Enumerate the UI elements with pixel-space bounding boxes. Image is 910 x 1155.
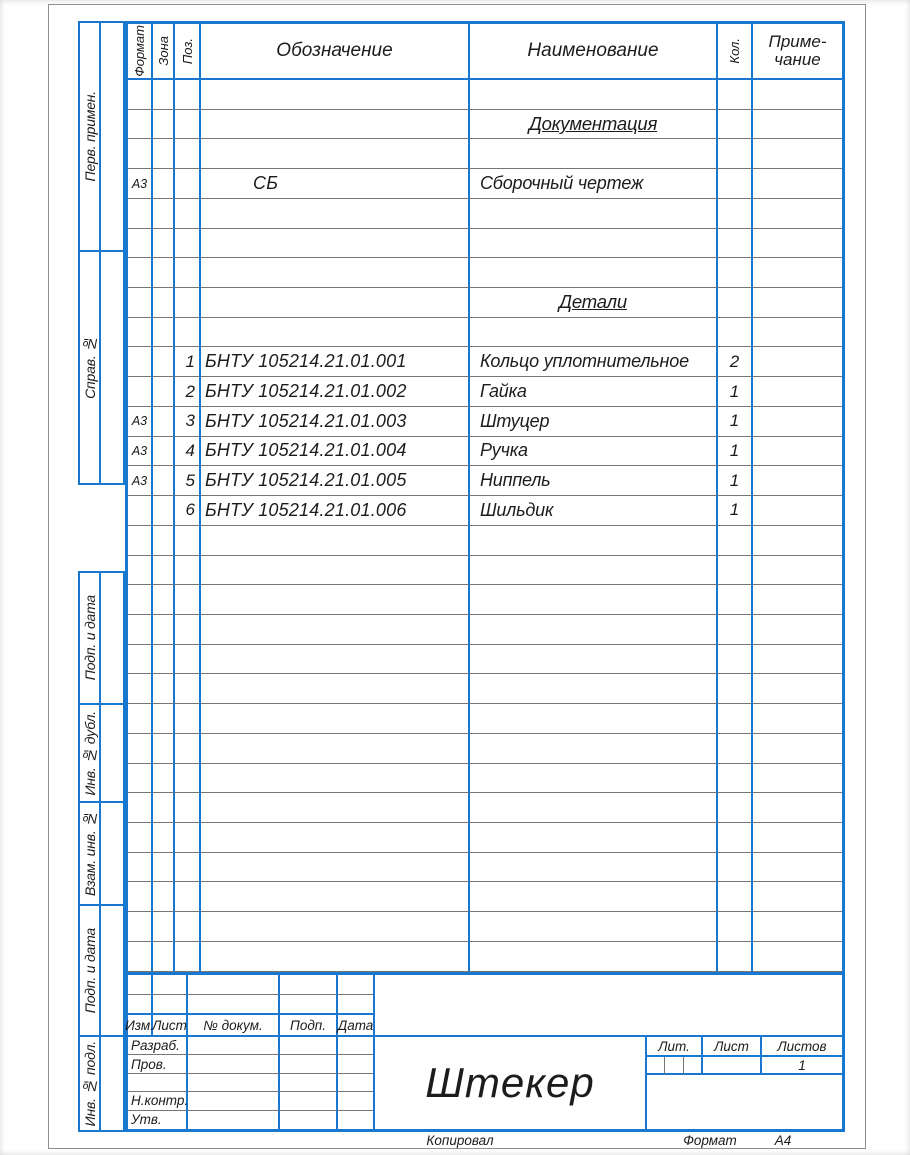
spec-cell-p xyxy=(175,110,201,140)
spec-cell-f xyxy=(128,645,153,675)
spec-cell-f xyxy=(128,110,153,140)
vertical-label: Инв. № подл. xyxy=(81,1040,98,1127)
spec-cell-n xyxy=(470,645,718,675)
spec-cell-q xyxy=(718,942,753,972)
spec-cell-p: 2 xyxy=(175,377,201,407)
spec-cell-p xyxy=(175,793,201,823)
spec-cell-nt xyxy=(753,853,842,883)
spec-cell-p xyxy=(175,199,201,229)
spec-cell-n: Кольцо уплотнительное xyxy=(470,347,718,377)
spec-cell-n xyxy=(470,674,718,704)
spec-cell-z xyxy=(153,942,175,972)
spec-cell-d: БНТУ 105214.21.01.005 xyxy=(201,466,470,496)
side-strip-section-inv-dubl xyxy=(78,703,125,803)
spec-cell-q xyxy=(718,526,753,556)
vertical-label-box xyxy=(80,705,101,801)
side-strip-section-sprav-no xyxy=(78,250,125,485)
spec-cell-d xyxy=(201,80,470,110)
revision-empty-row xyxy=(128,975,373,995)
spec-cell-z xyxy=(153,199,175,229)
sheets-value: 1 xyxy=(762,1057,842,1075)
spec-cell-z xyxy=(153,80,175,110)
spec-cell-q xyxy=(718,645,753,675)
vertical-label-box xyxy=(80,1037,101,1130)
spec-cell-z xyxy=(153,496,175,526)
spec-cell-f xyxy=(128,764,153,794)
title-block-right xyxy=(647,1037,845,1132)
spec-cell-nt xyxy=(753,793,842,823)
spec-cell-z xyxy=(153,258,175,288)
spec-cell-nt xyxy=(753,882,842,912)
vertical-label: Справ. № xyxy=(81,336,98,399)
spec-cell-n xyxy=(470,80,718,110)
spec-cell-f xyxy=(128,734,153,764)
revision-header-izm: Изм. xyxy=(128,1015,153,1035)
spec-cell-p xyxy=(175,704,201,734)
spec-cell-z xyxy=(153,823,175,853)
spec-cell-z xyxy=(153,704,175,734)
spec-cell-n: Сборочный чертеж xyxy=(470,169,718,199)
spec-cell-p: 6 xyxy=(175,496,201,526)
spec-cell-nt xyxy=(753,556,842,586)
lit-label: Лит. xyxy=(647,1037,703,1057)
spec-cell-f: А3 xyxy=(128,437,153,467)
spec-cell-p xyxy=(175,674,201,704)
revision-header-row xyxy=(125,1015,374,1035)
side-strip-section-perv-primen xyxy=(78,21,125,252)
spec-cell-z xyxy=(153,645,175,675)
lit-list-listov-header xyxy=(647,1037,842,1057)
spec-cell-q xyxy=(718,912,753,942)
spec-cell-f xyxy=(128,882,153,912)
spec-cell-z xyxy=(153,318,175,348)
spec-cell-d xyxy=(201,288,470,318)
role-label xyxy=(128,1074,188,1092)
spec-cell-z xyxy=(153,526,175,556)
spec-cell-n: Ручка xyxy=(470,437,718,467)
spec-cell-n xyxy=(470,229,718,259)
spec-cell-n xyxy=(470,853,718,883)
spec-cell-n: Документация xyxy=(470,110,718,140)
spec-cell-q: 1 xyxy=(718,407,753,437)
spec-cell-p xyxy=(175,288,201,318)
spec-cell-q: 1 xyxy=(718,466,753,496)
spec-cell-n: Шильдик xyxy=(470,496,718,526)
doc-title: Штекер xyxy=(425,1059,595,1106)
spec-cell-q xyxy=(718,615,753,645)
spec-cell-q xyxy=(718,882,753,912)
spec-cell-d xyxy=(201,258,470,288)
spec-cell-p: 5 xyxy=(175,466,201,496)
spec-cell-f xyxy=(128,288,153,318)
spec-cell-z xyxy=(153,615,175,645)
spec-cell-z xyxy=(153,288,175,318)
spec-cell-z xyxy=(153,912,175,942)
spec-cell-q xyxy=(718,823,753,853)
spec-table xyxy=(125,21,845,975)
spec-cell-nt xyxy=(753,734,842,764)
spec-cell-d xyxy=(201,912,470,942)
spec-cell-nt xyxy=(753,764,842,794)
spec-cell-q xyxy=(718,318,753,348)
spec-cell-n: Детали xyxy=(470,288,718,318)
spec-cell-n xyxy=(470,199,718,229)
header-format: Формат xyxy=(128,24,153,78)
header-zone: Зона xyxy=(153,24,175,78)
spec-cell-nt xyxy=(753,496,842,526)
spec-cell-d xyxy=(201,556,470,586)
header-poz: Поз. xyxy=(175,24,201,78)
spec-cell-d xyxy=(201,645,470,675)
revision-empty-row xyxy=(128,995,373,1015)
spec-cell-z xyxy=(153,139,175,169)
spec-cell-p xyxy=(175,823,201,853)
header-qty: Кол. xyxy=(718,24,753,78)
spec-cell-nt xyxy=(753,258,842,288)
spec-cell-q xyxy=(718,556,753,586)
spec-cell-nt xyxy=(753,615,842,645)
title-block-roles xyxy=(125,1037,375,1132)
vertical-label: Взам. инв. № xyxy=(81,810,98,897)
format-label: Формат xyxy=(683,1133,737,1148)
spec-cell-n: Ниппель xyxy=(470,466,718,496)
role-row xyxy=(128,1055,373,1073)
lit-list-listov-values xyxy=(647,1057,842,1075)
spec-cell-nt xyxy=(753,912,842,942)
spec-cell-f xyxy=(128,615,153,645)
revision-header-list: Лист xyxy=(153,1015,188,1035)
role-row xyxy=(128,1092,373,1110)
side-strip-section-podp-data-1 xyxy=(78,571,125,705)
spec-cell-nt xyxy=(753,229,842,259)
spec-cell-n xyxy=(470,704,718,734)
vertical-label-box xyxy=(80,23,101,250)
spec-cell-nt xyxy=(753,139,842,169)
spec-cell-p xyxy=(175,912,201,942)
spec-cell-q xyxy=(718,704,753,734)
spec-cell-p xyxy=(175,853,201,883)
spec-cell-n xyxy=(470,942,718,972)
spec-cell-n: Штуцер xyxy=(470,407,718,437)
spec-cell-nt xyxy=(753,199,842,229)
spec-cell-q xyxy=(718,199,753,229)
spec-cell-p xyxy=(175,556,201,586)
spec-cell-q xyxy=(718,853,753,883)
spec-cell-nt xyxy=(753,437,842,467)
spec-cell-p xyxy=(175,169,201,199)
spec-cell-nt xyxy=(753,942,842,972)
spec-cell-d: БНТУ 105214.21.01.003 xyxy=(201,407,470,437)
spec-cell-p xyxy=(175,734,201,764)
spec-cell-nt xyxy=(753,110,842,140)
spec-cell-z xyxy=(153,229,175,259)
spec-cell-d xyxy=(201,585,470,615)
spec-cell-p xyxy=(175,882,201,912)
spec-cell-q xyxy=(718,258,753,288)
vertical-label-box xyxy=(80,252,101,483)
spec-cell-q xyxy=(718,734,753,764)
sheets-label: Листов xyxy=(762,1037,842,1057)
spec-cell-q: 1 xyxy=(718,437,753,467)
role-row xyxy=(128,1074,373,1092)
vertical-label: Подп. и дата xyxy=(81,595,98,681)
spec-cell-p xyxy=(175,942,201,972)
role-label: Пров. xyxy=(128,1055,188,1073)
spec-cell-d: СБ xyxy=(201,169,470,199)
title-block-doc-title-cell xyxy=(375,1037,647,1132)
spec-cell-d xyxy=(201,110,470,140)
spec-cell-d xyxy=(201,793,470,823)
vertical-label: Перв. примен. xyxy=(81,91,98,182)
lit-cell-2 xyxy=(665,1057,684,1075)
spec-cell-q xyxy=(718,793,753,823)
spec-cell-n xyxy=(470,882,718,912)
spec-cell-z xyxy=(153,734,175,764)
spec-cell-n xyxy=(470,139,718,169)
header-name: Наименование xyxy=(470,24,718,78)
revision-table xyxy=(125,975,375,1037)
spec-cell-q xyxy=(718,674,753,704)
spec-cell-f xyxy=(128,347,153,377)
revision-header-podp: Подп. xyxy=(280,1015,338,1035)
spec-cell-q: 2 xyxy=(718,347,753,377)
spec-cell-z xyxy=(153,466,175,496)
spec-cell-n xyxy=(470,734,718,764)
spec-cell-q xyxy=(718,139,753,169)
spec-cell-p: 3 xyxy=(175,407,201,437)
spec-cell-f xyxy=(128,556,153,586)
spec-cell-nt xyxy=(753,169,842,199)
spec-cell-q xyxy=(718,764,753,794)
sheet-value xyxy=(703,1057,762,1075)
spec-cell-f xyxy=(128,229,153,259)
spec-cell-q xyxy=(718,169,753,199)
role-label: Разраб. xyxy=(128,1037,188,1055)
spec-cell-n xyxy=(470,585,718,615)
lit-cell-1 xyxy=(647,1057,665,1075)
spec-cell-z xyxy=(153,407,175,437)
spec-cell-d: БНТУ 105214.21.01.006 xyxy=(201,496,470,526)
title-block-upper-empty-box xyxy=(375,975,845,1037)
spec-cell-d xyxy=(201,734,470,764)
role-row xyxy=(128,1111,373,1129)
spec-cell-f xyxy=(128,139,153,169)
spec-cell-d xyxy=(201,615,470,645)
spec-cell-nt xyxy=(753,347,842,377)
spec-cell-z xyxy=(153,377,175,407)
spec-cell-d xyxy=(201,229,470,259)
spec-cell-p xyxy=(175,80,201,110)
spec-cell-q xyxy=(718,80,753,110)
title-block-right-empty-cell xyxy=(647,1075,842,1129)
format-value: А4 xyxy=(774,1133,792,1148)
spec-cell-d xyxy=(201,674,470,704)
spec-cell-d xyxy=(201,823,470,853)
spec-cell-z xyxy=(153,674,175,704)
spec-cell-f xyxy=(128,377,153,407)
spec-cell-nt xyxy=(753,80,842,110)
vertical-label: Подп. и дата xyxy=(81,927,98,1014)
spec-cell-nt xyxy=(753,704,842,734)
spec-cell-z xyxy=(153,793,175,823)
spec-cell-f xyxy=(128,318,153,348)
vertical-label-box xyxy=(80,803,101,904)
spec-cell-p: 4 xyxy=(175,437,201,467)
spec-cell-nt xyxy=(753,674,842,704)
spec-cell-f xyxy=(128,912,153,942)
spec-cell-nt xyxy=(753,823,842,853)
spec-cell-nt xyxy=(753,377,842,407)
spec-cell-n xyxy=(470,318,718,348)
spec-cell-q xyxy=(718,288,753,318)
side-strip-section-inv-podl xyxy=(78,1035,125,1132)
spec-cell-d xyxy=(201,199,470,229)
spec-cell-p: 1 xyxy=(175,347,201,377)
spec-table-header xyxy=(128,24,842,80)
vertical-label-box xyxy=(80,573,101,703)
spec-cell-n xyxy=(470,823,718,853)
spec-cell-n xyxy=(470,615,718,645)
spec-cell-d xyxy=(201,139,470,169)
spec-cell-f xyxy=(128,80,153,110)
spec-cell-q xyxy=(718,110,753,140)
spec-cell-q xyxy=(718,229,753,259)
spec-cell-f xyxy=(128,585,153,615)
spec-cell-z xyxy=(153,437,175,467)
spec-cell-f xyxy=(128,674,153,704)
spec-cell-d: БНТУ 105214.21.01.002 xyxy=(201,377,470,407)
spec-cell-f: А3 xyxy=(128,407,153,437)
spec-cell-f: А3 xyxy=(128,466,153,496)
copied-label: Копировал xyxy=(426,1133,494,1148)
spec-cell-z xyxy=(153,764,175,794)
spec-cell-f xyxy=(128,258,153,288)
revision-header-data: Дата xyxy=(337,1017,374,1033)
spec-cell-f xyxy=(128,704,153,734)
spec-cell-d xyxy=(201,942,470,972)
spec-cell-f xyxy=(128,853,153,883)
spec-cell-p xyxy=(175,645,201,675)
role-label: Н.контр. xyxy=(128,1092,188,1110)
spec-cell-f xyxy=(128,793,153,823)
spec-cell-p xyxy=(175,585,201,615)
header-note: Приме- чание xyxy=(768,32,827,69)
spec-cell-d xyxy=(201,882,470,912)
spec-cell-nt xyxy=(753,288,842,318)
sheet-label: Лист xyxy=(703,1037,762,1057)
spec-cell-q: 1 xyxy=(718,377,753,407)
spec-cell-z xyxy=(153,853,175,883)
spec-cell-p xyxy=(175,318,201,348)
vertical-label: Инв. № дубл. xyxy=(81,710,98,796)
spec-cell-z xyxy=(153,882,175,912)
spec-cell-n xyxy=(470,764,718,794)
header-designation: Обозначение xyxy=(201,24,470,78)
revision-header-ndokum: № докум. xyxy=(188,1015,280,1035)
spec-cell-n xyxy=(470,258,718,288)
vertical-label-box xyxy=(80,906,101,1035)
role-row xyxy=(128,1037,373,1055)
spec-cell-d xyxy=(201,764,470,794)
spec-cell-q: 1 xyxy=(718,496,753,526)
role-label: Утв. xyxy=(128,1111,188,1129)
spec-cell-n xyxy=(470,556,718,586)
spec-rows xyxy=(128,80,842,972)
spec-cell-nt xyxy=(753,407,842,437)
spec-cell-p xyxy=(175,526,201,556)
spec-cell-z xyxy=(153,556,175,586)
spec-cell-q xyxy=(718,585,753,615)
spec-cell-n xyxy=(470,793,718,823)
spec-cell-f xyxy=(128,496,153,526)
spec-cell-p xyxy=(175,615,201,645)
spec-cell-f xyxy=(128,199,153,229)
spec-cell-nt xyxy=(753,466,842,496)
spec-cell-p xyxy=(175,139,201,169)
spec-cell-f xyxy=(128,942,153,972)
spec-cell-f: А3 xyxy=(128,169,153,199)
spec-cell-z xyxy=(153,347,175,377)
spec-cell-z xyxy=(153,585,175,615)
spec-cell-n: Гайка xyxy=(470,377,718,407)
spec-cell-nt xyxy=(753,585,842,615)
spec-cell-f xyxy=(128,823,153,853)
spec-cell-d: БНТУ 105214.21.01.001 xyxy=(201,347,470,377)
spec-cell-p xyxy=(175,764,201,794)
lit-cell-3 xyxy=(684,1057,703,1075)
spec-cell-z xyxy=(153,169,175,199)
spec-cell-z xyxy=(153,110,175,140)
spec-cell-d xyxy=(201,853,470,883)
side-strip-section-vzam-inv xyxy=(78,801,125,906)
spec-cell-n xyxy=(470,912,718,942)
side-strip-section-podp-data-2 xyxy=(78,904,125,1037)
spec-cell-n xyxy=(470,526,718,556)
spec-cell-d xyxy=(201,318,470,348)
spec-cell-d xyxy=(201,704,470,734)
spec-cell-nt xyxy=(753,526,842,556)
spec-cell-d: БНТУ 105214.21.01.004 xyxy=(201,437,470,467)
spec-cell-p xyxy=(175,229,201,259)
spec-cell-nt xyxy=(753,645,842,675)
spec-cell-f xyxy=(128,526,153,556)
spec-cell-nt xyxy=(753,318,842,348)
spec-cell-p xyxy=(175,258,201,288)
spec-cell-d xyxy=(201,526,470,556)
